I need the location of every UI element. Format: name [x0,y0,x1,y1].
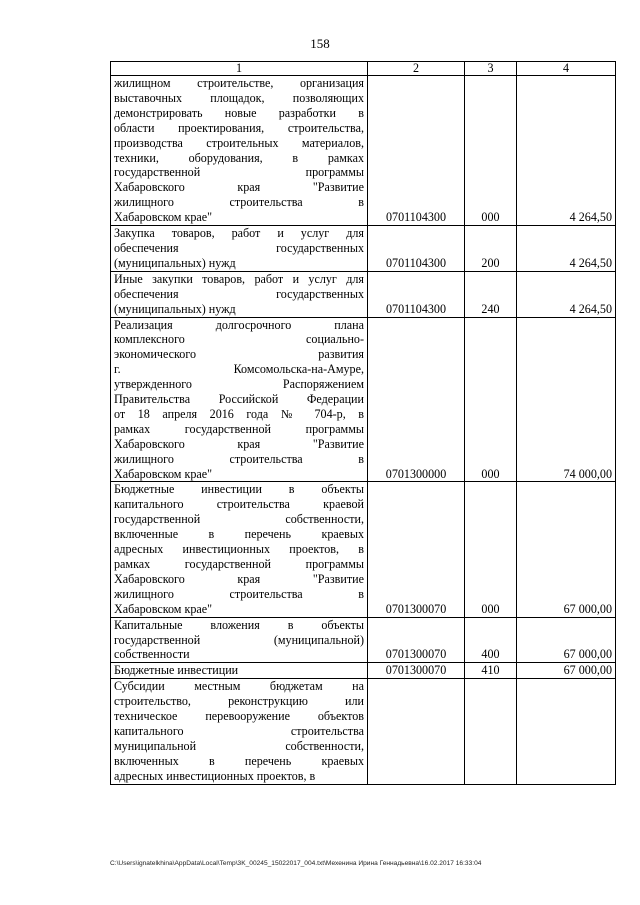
header-cell-2: 2 [368,62,465,76]
description-line: Правительства Российской Федерации [114,392,364,407]
row-amount: 4 264,50 [517,271,616,317]
row-type: 410 [465,663,517,679]
table-row [111,76,616,226]
description-line: Реализация долгосрочного плана [114,317,364,332]
budget-table [110,61,616,785]
description-line: (муниципальных) нужд [114,255,236,270]
row-amount: 67 000,00 [517,482,616,617]
description-line: выставочных площадок, позволяющих [114,90,364,105]
description-line: собственности [114,647,190,662]
description-line: г. Комсомольска-на-Амуре, [114,362,364,377]
row-type: 240 [465,271,517,317]
description-line: жилищном строительстве, организация [114,76,364,90]
description-line: Капитальные вложения в объекты [114,617,364,632]
row-description [111,76,368,226]
row-code [368,679,465,784]
row-type: 000 [465,317,517,482]
row-description [111,663,368,679]
description-line: рамках государственной программы [114,557,364,571]
description-line: Хабаровском крае" [114,210,213,225]
description-line: Хабаровского края "Развитие [114,571,364,586]
description-line: (муниципальных) нужд [114,301,236,316]
row-description [111,679,368,784]
footer-file-path: C:\Users\ignatelkhina\AppData\Local\Temp\3K_00245_15022017_004.txt\Мехенина Ирина Геннадьевна\16.02.2017 16:33:04 [110,860,482,867]
description-line: государственной (муниципальной) [114,632,364,647]
table-header-row [111,62,616,76]
description-line: комплексного социально- [114,332,364,347]
row-code: 0701300070 [368,663,465,679]
description-line: техники, оборудования, в рамках [114,150,364,165]
row-code: 0701300070 [368,617,465,663]
description-line: адресных инвестиционных проектов, в [114,768,316,783]
row-description [111,617,368,663]
description-line: демонстрировать новые разработки в [114,105,364,120]
description-line: обеспечения государственных [114,286,364,301]
row-amount: 67 000,00 [517,617,616,663]
row-description [111,226,368,272]
description-line: утвержденного Распоряжением [114,377,364,392]
description-line: Иные закупки товаров, работ и услуг для [114,271,364,286]
row-type [465,679,517,784]
page-number: 158 [310,36,330,51]
description-line: Субсидии местным бюджетам на [114,679,364,694]
description-line: адресных инвестиционных проектов, в [114,542,364,557]
row-amount [517,679,616,784]
header-cell-1: 1 [111,62,368,76]
description-line: включенных в перечень краевых [114,753,364,768]
description-line: производства строительных материалов, [114,135,364,150]
description-line: капитального строительства [114,723,364,738]
row-amount: 4 264,50 [517,226,616,272]
description-line: жилищного строительства в [114,586,364,601]
row-amount: 4 264,50 [517,76,616,226]
table-row [111,663,616,679]
row-code: 0701300000 [368,317,465,482]
description-line: Хабаровского края "Развитие [114,436,364,451]
row-description [111,271,368,317]
description-line: государственной программы [114,165,364,180]
row-code: 0701104300 [368,226,465,272]
row-description [111,482,368,617]
description-line: Бюджетные инвестиции [114,663,239,678]
row-code: 0701104300 [368,271,465,317]
row-amount: 74 000,00 [517,317,616,482]
row-code: 0701104300 [368,76,465,226]
table-row [111,679,616,784]
description-line: техническое перевооружение объектов [114,709,364,724]
description-line: Бюджетные инвестиции в объекты [114,482,364,497]
row-type: 200 [465,226,517,272]
table-row [111,617,616,663]
row-type: 000 [465,76,517,226]
row-description [111,317,368,482]
description-line: строительство, реконструкцию или [114,694,364,709]
description-line: обеспечения государственных [114,240,364,255]
table-row [111,226,616,272]
description-line: от 18 апреля 2016 года № 704-р, в [114,406,364,421]
row-code: 0701300070 [368,482,465,617]
description-line: государственной собственности, [114,512,364,527]
row-type: 000 [465,482,517,617]
description-line: рамках государственной программы [114,421,364,436]
description-line: включенные в перечень краевых [114,527,364,542]
row-type: 400 [465,617,517,663]
description-line: Хабаровском крае" [114,466,213,481]
header-cell-4: 4 [517,62,616,76]
description-line: жилищного строительства в [114,451,364,466]
row-amount: 67 000,00 [517,663,616,679]
table-row [111,317,616,482]
description-line: Хабаровском крае" [114,601,213,616]
table-body [111,62,616,785]
header-cell-3: 3 [465,62,517,76]
description-line: муниципальной собственности, [114,738,364,753]
description-line: экономического развития [114,347,364,362]
table-row [111,482,616,617]
description-line: капитального строительства краевой [114,497,364,512]
description-line: области проектирования, строительства, [114,120,364,135]
description-line: Закупка товаров, работ и услуг для [114,226,364,241]
description-line: жилищного строительства в [114,195,364,210]
table-row [111,271,616,317]
description-line: Хабаровского края "Развитие [114,180,364,195]
